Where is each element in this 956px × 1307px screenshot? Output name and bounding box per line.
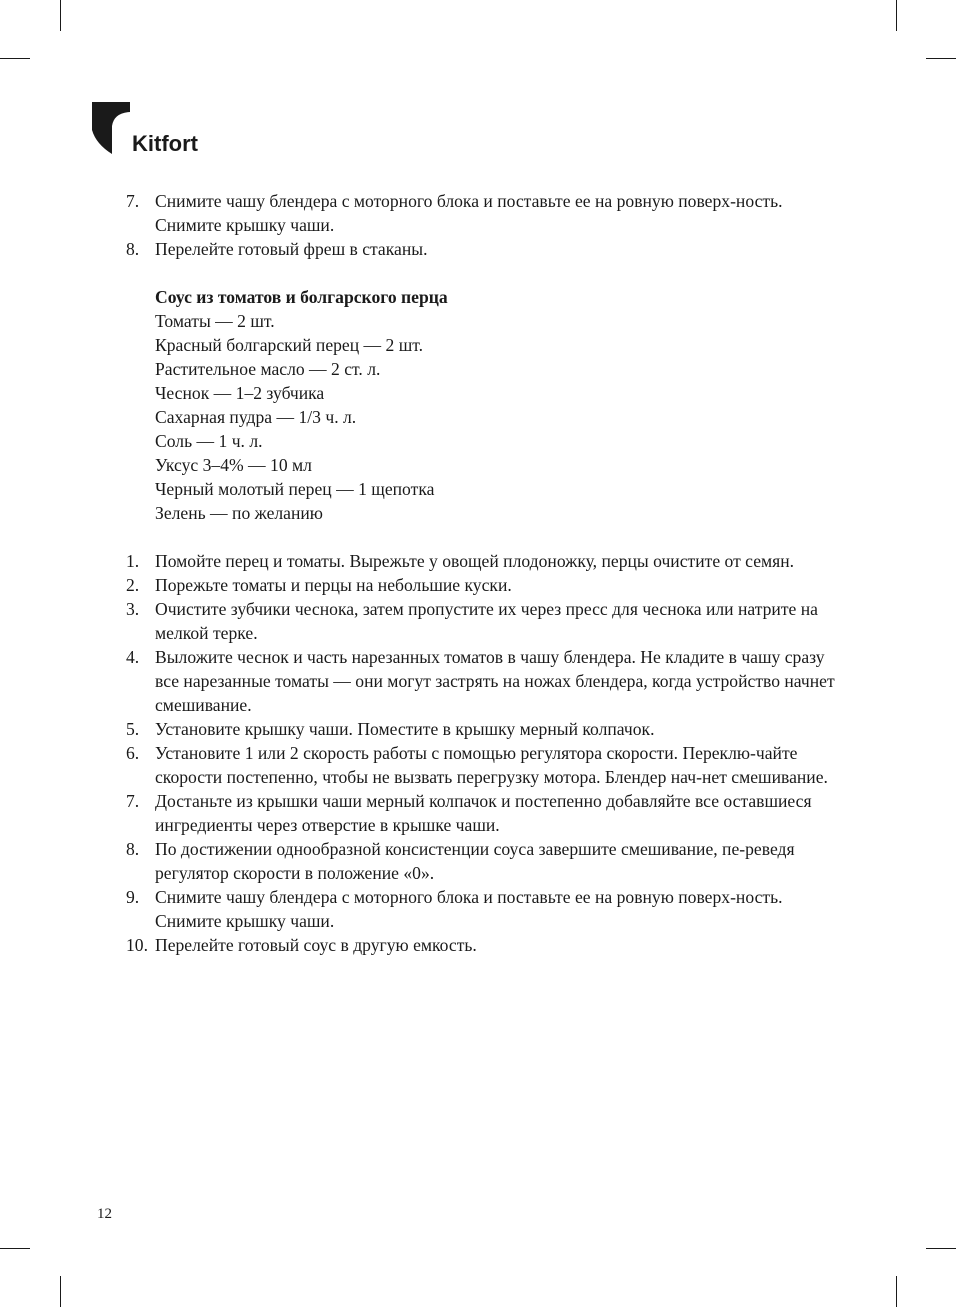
ingredient-item: Чеснок — 1–2 зубчика bbox=[155, 383, 325, 403]
list-item-number-label: 2. bbox=[126, 575, 140, 595]
ingredient-item: Растительное масло — 2 ст. л. bbox=[155, 359, 381, 379]
list-item-text: Снимите чашу блендера с моторного блока и поставьте ее на ровную поверх-ность. Снимите крышку чаши. bbox=[155, 191, 783, 235]
brand-logo bbox=[92, 102, 198, 154]
ingredient-item: Зелень — по желанию bbox=[155, 503, 323, 523]
list-item-text: Перелейте готовый соус в другую емкость. bbox=[155, 935, 477, 955]
crop-mark-top-right-h bbox=[926, 58, 956, 59]
list-item bbox=[92, 645, 852, 717]
list-item bbox=[92, 789, 852, 837]
list-item bbox=[92, 189, 852, 237]
crop-mark-top-right bbox=[896, 0, 897, 31]
list-item-number-label: 1. bbox=[126, 551, 140, 571]
list-item bbox=[92, 237, 852, 261]
list-item-number bbox=[92, 741, 155, 789]
list-item bbox=[92, 597, 852, 645]
list-item-text: Перелейте готовый фреш в стаканы. bbox=[155, 239, 428, 259]
brand-name: Kitfort bbox=[132, 131, 198, 156]
list-item bbox=[92, 717, 852, 741]
list-item-number bbox=[92, 885, 155, 933]
list-item-number bbox=[92, 717, 155, 741]
crop-mark-top-left-h bbox=[0, 58, 30, 59]
list-item-text: Помойте перец и томаты. Вырежьте у овощей плодоножку, перцы очистите от семян. bbox=[155, 551, 795, 571]
list-item-number-label: 5. bbox=[126, 719, 140, 739]
list-item-number-label: 7. bbox=[126, 191, 140, 211]
list-item bbox=[92, 885, 852, 933]
page-content bbox=[92, 189, 852, 957]
list-item-number-label: 3. bbox=[126, 599, 140, 619]
list-item-number bbox=[92, 189, 155, 237]
steps-list-continued bbox=[92, 189, 852, 261]
ingredient-item: Красный болгарский перец — 2 шт. bbox=[155, 335, 424, 355]
ingredient-item: Сахарная пудра — 1/3 ч. л. bbox=[155, 407, 357, 427]
page-number: 12 bbox=[97, 1206, 112, 1222]
list-item-text: Установите крышку чаши. Поместите в крышку мерный колпачок. bbox=[155, 719, 655, 739]
list-item bbox=[92, 549, 852, 573]
ingredient-item: Томаты — 2 шт. bbox=[155, 311, 275, 331]
list-item-number bbox=[92, 933, 155, 957]
list-item-number bbox=[92, 597, 155, 645]
ingredients-list bbox=[155, 309, 852, 525]
list-item-number-label: 10. bbox=[126, 935, 148, 955]
list-item-number bbox=[92, 645, 155, 717]
crop-mark-bottom-right-h bbox=[926, 1248, 956, 1249]
ingredient-item: Соль — 1 ч. л. bbox=[155, 431, 263, 451]
list-item-number-label: 8. bbox=[126, 239, 140, 259]
list-item-text: Установите 1 или 2 скорость работы с помощью регулятора скорости. Переклю-чайте скорости постепенно, чтобы не вызвать перегрузку мотора. Блендер нач-нет смешивание. bbox=[155, 743, 828, 787]
ingredient-item: Уксус 3–4% — 10 мл bbox=[155, 455, 312, 475]
crop-mark-top-left bbox=[60, 0, 61, 31]
list-item-number-label: 8. bbox=[126, 839, 140, 859]
list-item-number bbox=[92, 789, 155, 837]
list-item-number bbox=[92, 573, 155, 597]
list-item-number bbox=[92, 237, 155, 261]
list-item-text: Снимите чашу блендера с моторного блока и поставьте ее на ровную поверх-ность. Снимите крышку чаши. bbox=[155, 887, 783, 931]
list-item bbox=[92, 837, 852, 885]
list-item bbox=[92, 933, 852, 957]
list-item-number bbox=[92, 549, 155, 573]
steps-list bbox=[92, 549, 852, 957]
ingredient-item: Черный молотый перец — 1 щепотка bbox=[155, 479, 435, 499]
list-item bbox=[92, 741, 852, 789]
crop-mark-bottom-right bbox=[896, 1276, 897, 1307]
crop-mark-bottom-left bbox=[60, 1276, 61, 1307]
list-item-number-label: 4. bbox=[126, 647, 140, 667]
list-item-text: Порежьте томаты и перцы на небольшие куски. bbox=[155, 575, 512, 595]
list-item bbox=[92, 573, 852, 597]
list-item-text: Очистите зубчики чеснока, затем пропустите их через пресс для чеснока или натрите на мелкой терке. bbox=[155, 599, 818, 643]
crop-mark-bottom-left-h bbox=[0, 1248, 30, 1249]
list-item-number-label: 9. bbox=[126, 887, 140, 907]
list-item-number bbox=[92, 837, 155, 885]
recipe-block bbox=[155, 285, 852, 525]
list-item-text: Достаньте из крышки чаши мерный колпачок и постепенно добавляйте все оставшиеся ингредиенты через отверстие в крышке чаши. bbox=[155, 791, 812, 835]
recipe-title: Соус из томатов и болгарского перца bbox=[155, 287, 448, 307]
list-item-number-label: 6. bbox=[126, 743, 140, 763]
list-item-text: Выложите чеснок и часть нарезанных томатов в чашу блендера. Не кладите в чашу сразу все нарезанные томаты — они могут застрять на ножах блендера, когда устройство начнет смешивание. bbox=[155, 647, 835, 715]
list-item-text: По достижении однообразной консистенции соуса завершите смешивание, пе-реведя регулятор скорости в положение «0». bbox=[155, 839, 795, 883]
list-item-number-label: 7. bbox=[126, 791, 140, 811]
kitfort-mark-icon bbox=[92, 102, 130, 154]
